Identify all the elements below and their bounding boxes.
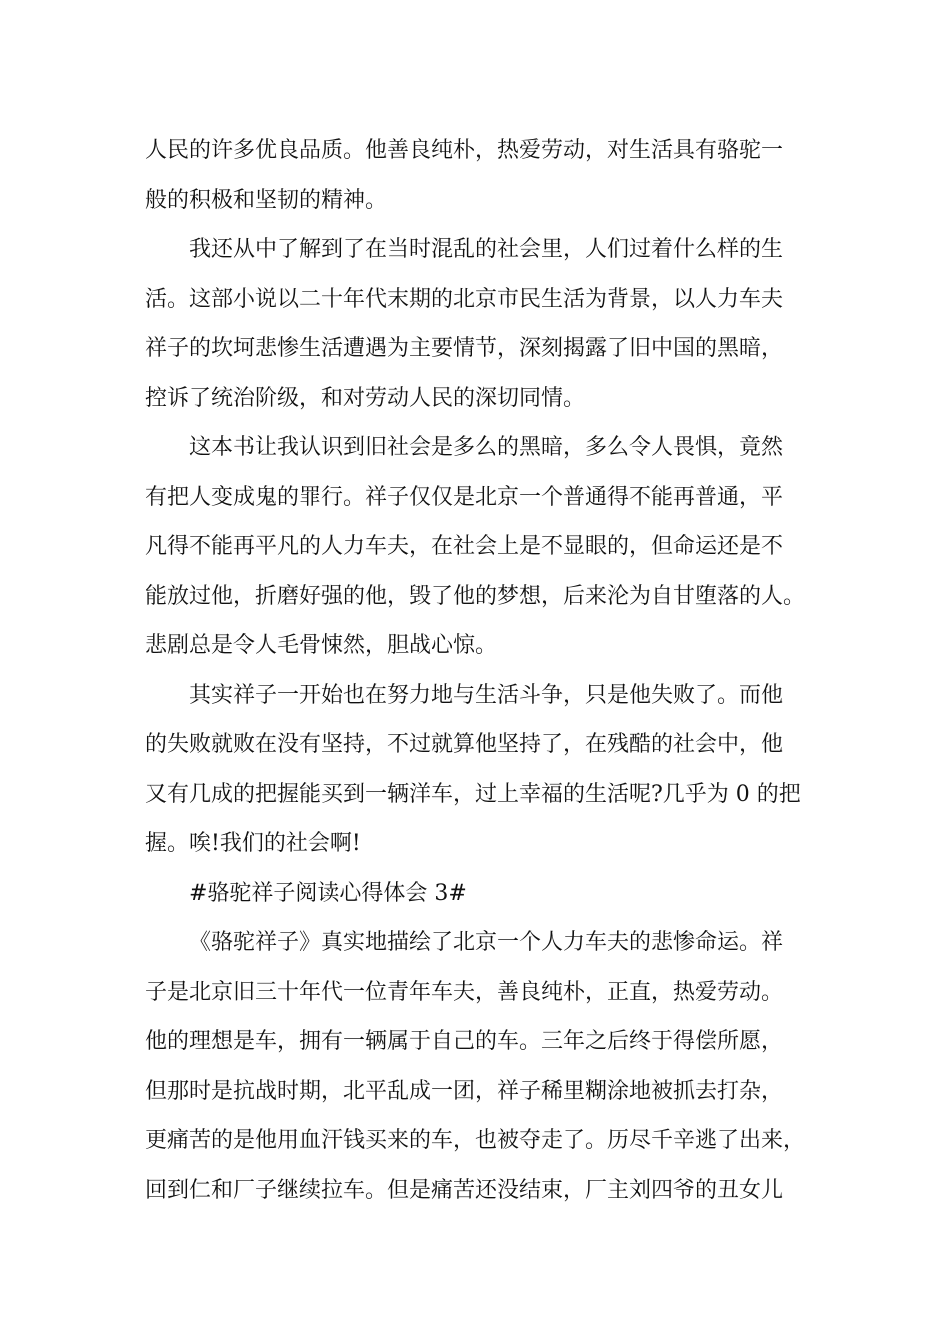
text-line: 又有几成的把握能买到一辆洋车，过上幸福的生活呢?几乎为 0 的把 [145,781,801,807]
section-heading: #骆驼祥子阅读心得体会 3# [189,880,467,906]
text-line: 悲剧总是令人毛骨悚然，胆战心惊。 [145,633,498,658]
text-line: 活。这部小说以二十年代末期的北京市民生活为背景，以人力车夫 [145,286,784,312]
paragraph-start-line: 其实祥子一开始也在努力地与生活斗争，只是他失败了。而他 [189,682,784,708]
text-line: 回到仁和厂子继续拉车。但是痛苦还没结束，厂主刘四爷的丑女儿 [145,1177,784,1203]
text-line: 握。唉!我们的社会啊! [145,831,361,856]
text-line: 凡得不能再平凡的人力车夫，在社会上是不显眼的，但命运还是不 [145,534,784,559]
paragraph-start-line: 我还从中了解到了在当时混乱的社会里，人们过着什么样的生 [189,237,784,262]
text-line: 但那时是抗战时期，北平乱成一团，祥子稀里糊涂地被抓去打杂， [145,1078,784,1104]
text-line: 的失败就败在没有坚持，不过就算他坚持了，在残酷的社会中，他 [145,732,784,757]
text-line: 般的积极和坚韧的精神。 [145,187,388,213]
text-line: 人民的许多优良品质。他善良纯朴，热爱劳动，对生活具有骆驼一 [145,138,784,163]
text-line: 子是北京旧三十年代一位青年车夫，善良纯朴，正直，热爱劳动。 [145,979,784,1005]
text-line: 他的理想是车，拥有一辆属于自己的车。三年之后终于得偿所愿， [145,1029,784,1054]
paragraph-start-line: 这本书让我认识到旧社会是多么的黑暗，多么令人畏惧，竟然 [189,435,784,460]
text-line: 能放过他，折磨好强的他，毁了他的梦想，后来沦为自甘堕落的人。 [145,583,806,609]
text-line: 更痛苦的是他用血汗钱买来的车，也被夺走了。历尽千辛逃了出来， [145,1128,806,1153]
document-body [145,126,810,1215]
text-line: 控诉了统治阶级，和对劳动人民的深切同情。 [145,385,586,411]
text-line: 有把人变成鬼的罪行。祥子仅仅是北京一个普通得不能再普通，平 [145,484,784,510]
text-line: 祥子的坎坷悲惨生活遭遇为主要情节，深刻揭露了旧中国的黑暗， [145,336,784,361]
paragraph-start-line: 《骆驼祥子》真实地描绘了北京一个人力车夫的悲惨命运。祥 [189,930,784,955]
